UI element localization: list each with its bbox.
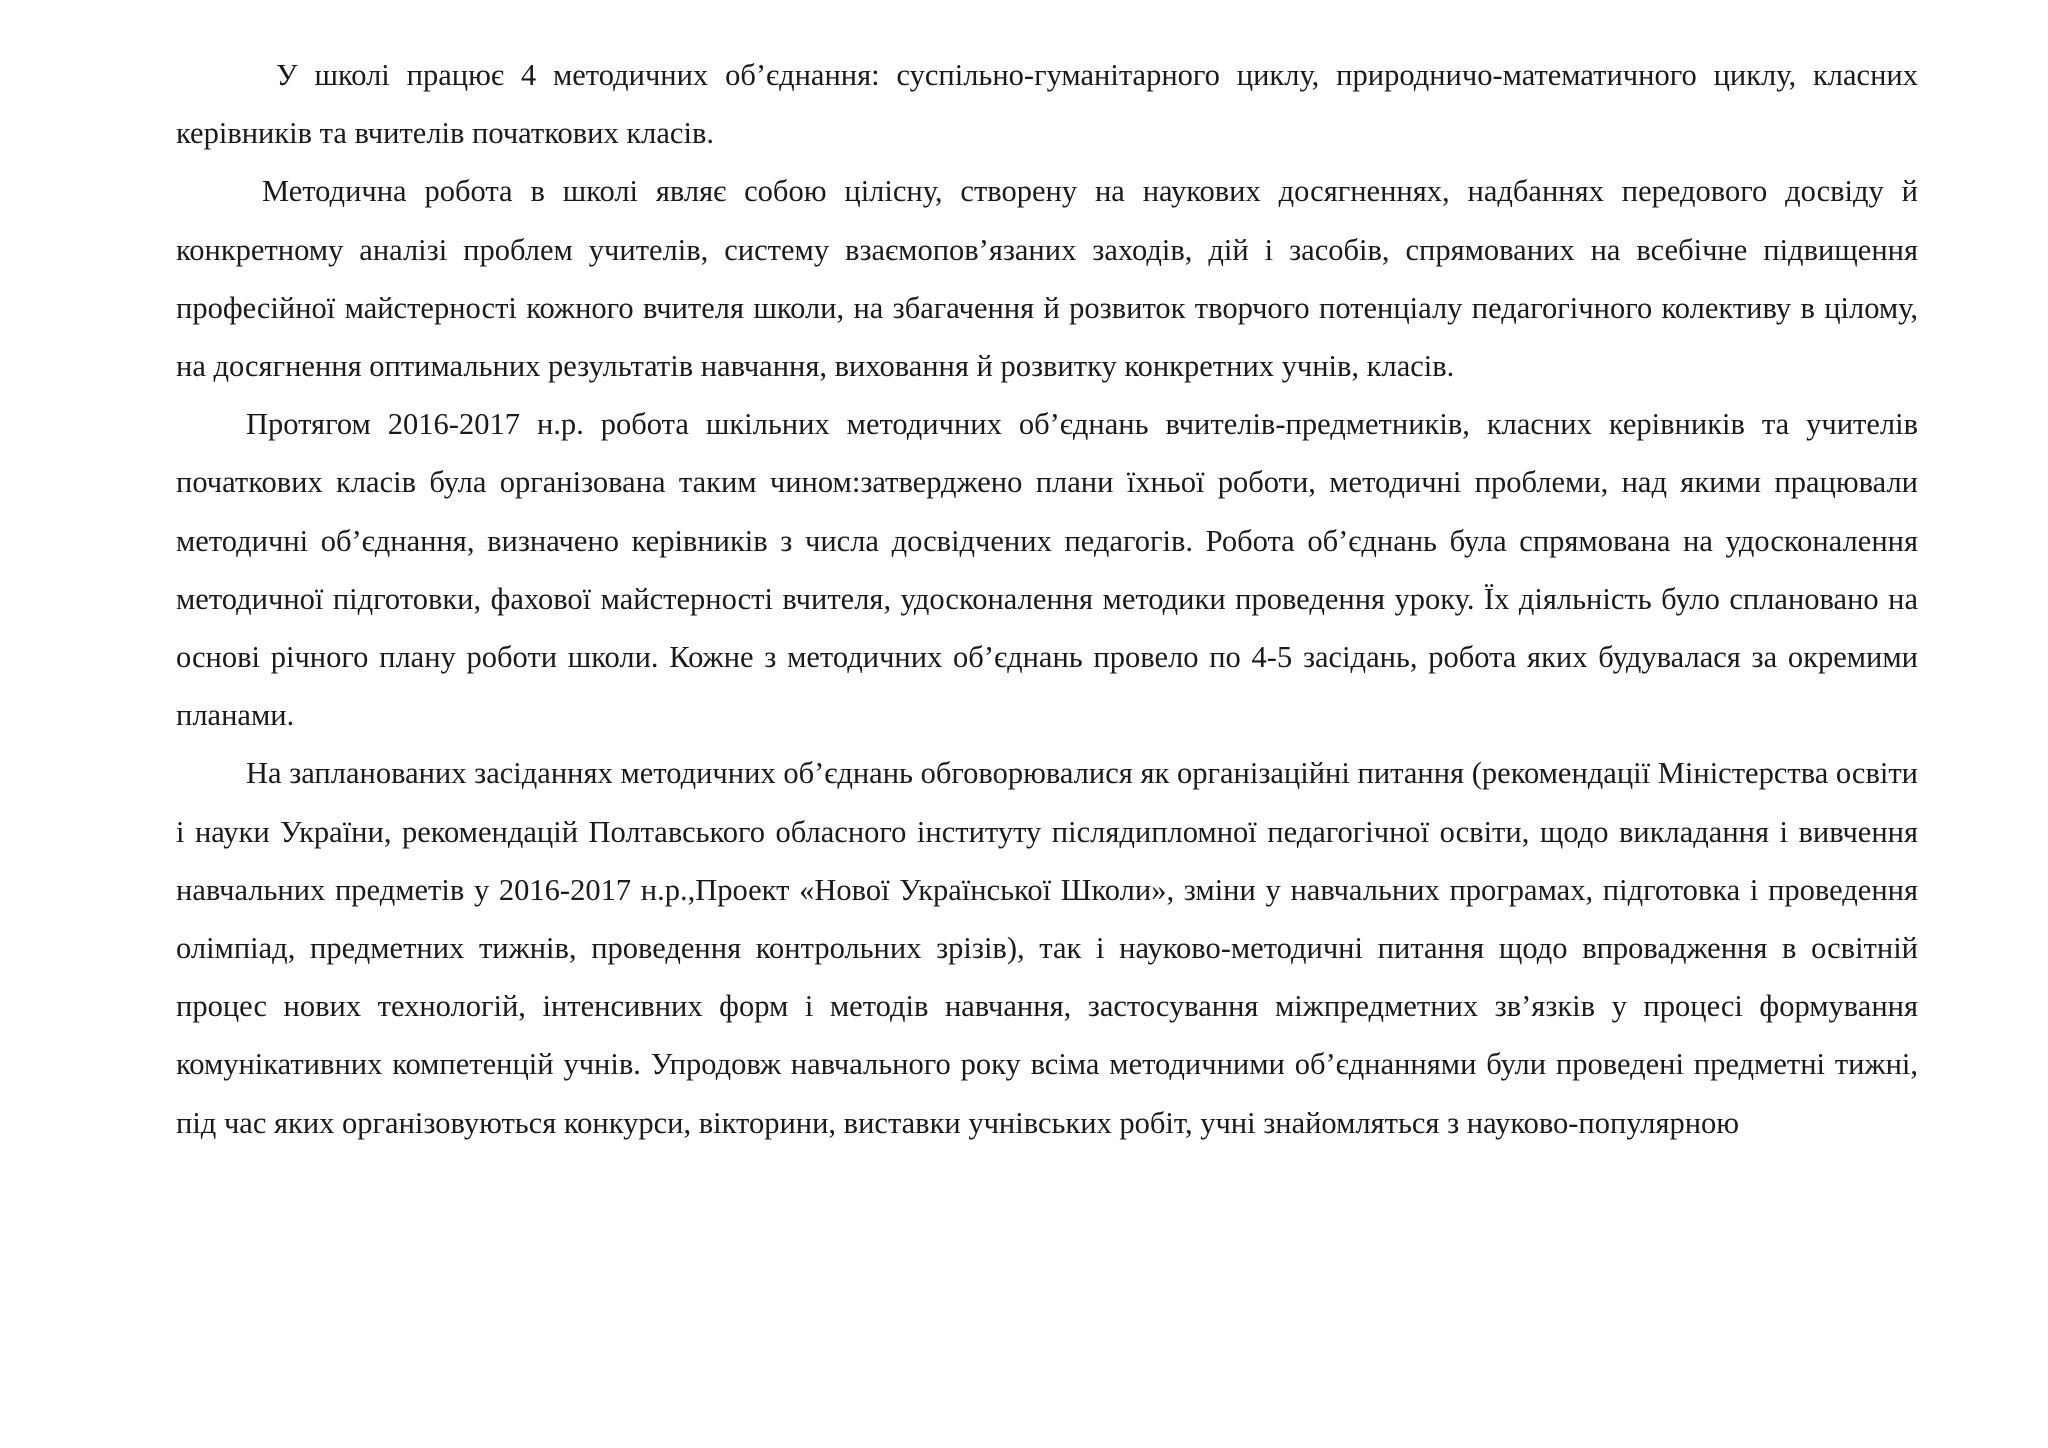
paragraph-school-year-work: Протягом 2016-2017 н.р. робота шкільних методичних об’єднань вчителів-предметників, класних керівників та учителів початкових класів була організована таким чином:затверджено плани їхньої роботи, методичні проблеми, над якими працювали методичні об’єднання, визначено керівників з числа досвідчених педагогів. Робота об’єднань була спрямована на удосконалення методичної підготовки, фахової майстерності вчителя, удосконалення методики проведення уроку. Їх діяльність було сплановано на основі річного плану роботи школи. Кожне з методичних об’єднань провело по 4-5 засідань, робота яких будувалася за окремими планами. xyxy=(176,407,1918,733)
paragraph-methodical-associations: У школі працює 4 методичних об’єднання: суспільно-гуманітарного циклу, природничо-математичного циклу, класних керівників та вчителів початкових класів. xyxy=(176,58,1918,151)
paragraph-methodical-work: Методична робота в школі являє собою цілісну, створену на наукових досягненнях, надбаннях передового досвіду й конкретному аналізі проблем учителів, систему взаємопов’язаних заходів, дій і засобів, спрямованих на всебічне підвищення професійної майстерності кожного вчителя школи, на збагачення й розвиток творчого потенціалу педагогічного колективу в цілому, на досягнення оптимальних результатів навчання, виховання й розвитку конкретних учнів, класів. xyxy=(176,174,1918,384)
paragraph-meetings: На запланованих засіданнях методичних об’єднань обговорювалися як організаційні питання (рекомендації Міністерства освіти і науки України, рекомендацій Полтавського обласного інституту післядипломної педагогічної освіти, щодо викладання і вивчення навчальних предметів у 2016-2017 н.р.,Проект «Нової Української Школи», зміни у навчальних програмах, підготовка і проведення олімпіад, предметних тижнів, проведення контрольних зрізів), так і науково-методичні питання щодо впровадження в освітній процес нових технологій, інтенсивних форм і методів навчання, застосування міжпредметних зв’язків у процесі формування комунікативних компетенцій учнів. Упродовж навчального року всіма методичними об’єднаннями були проведені предметні тижні, під час яких організовуються конкурси, вікторини, виставки учнівських робіт, учні знайомляться з науково-популярною xyxy=(176,756,1918,1140)
document-page xyxy=(176,46,1918,1152)
